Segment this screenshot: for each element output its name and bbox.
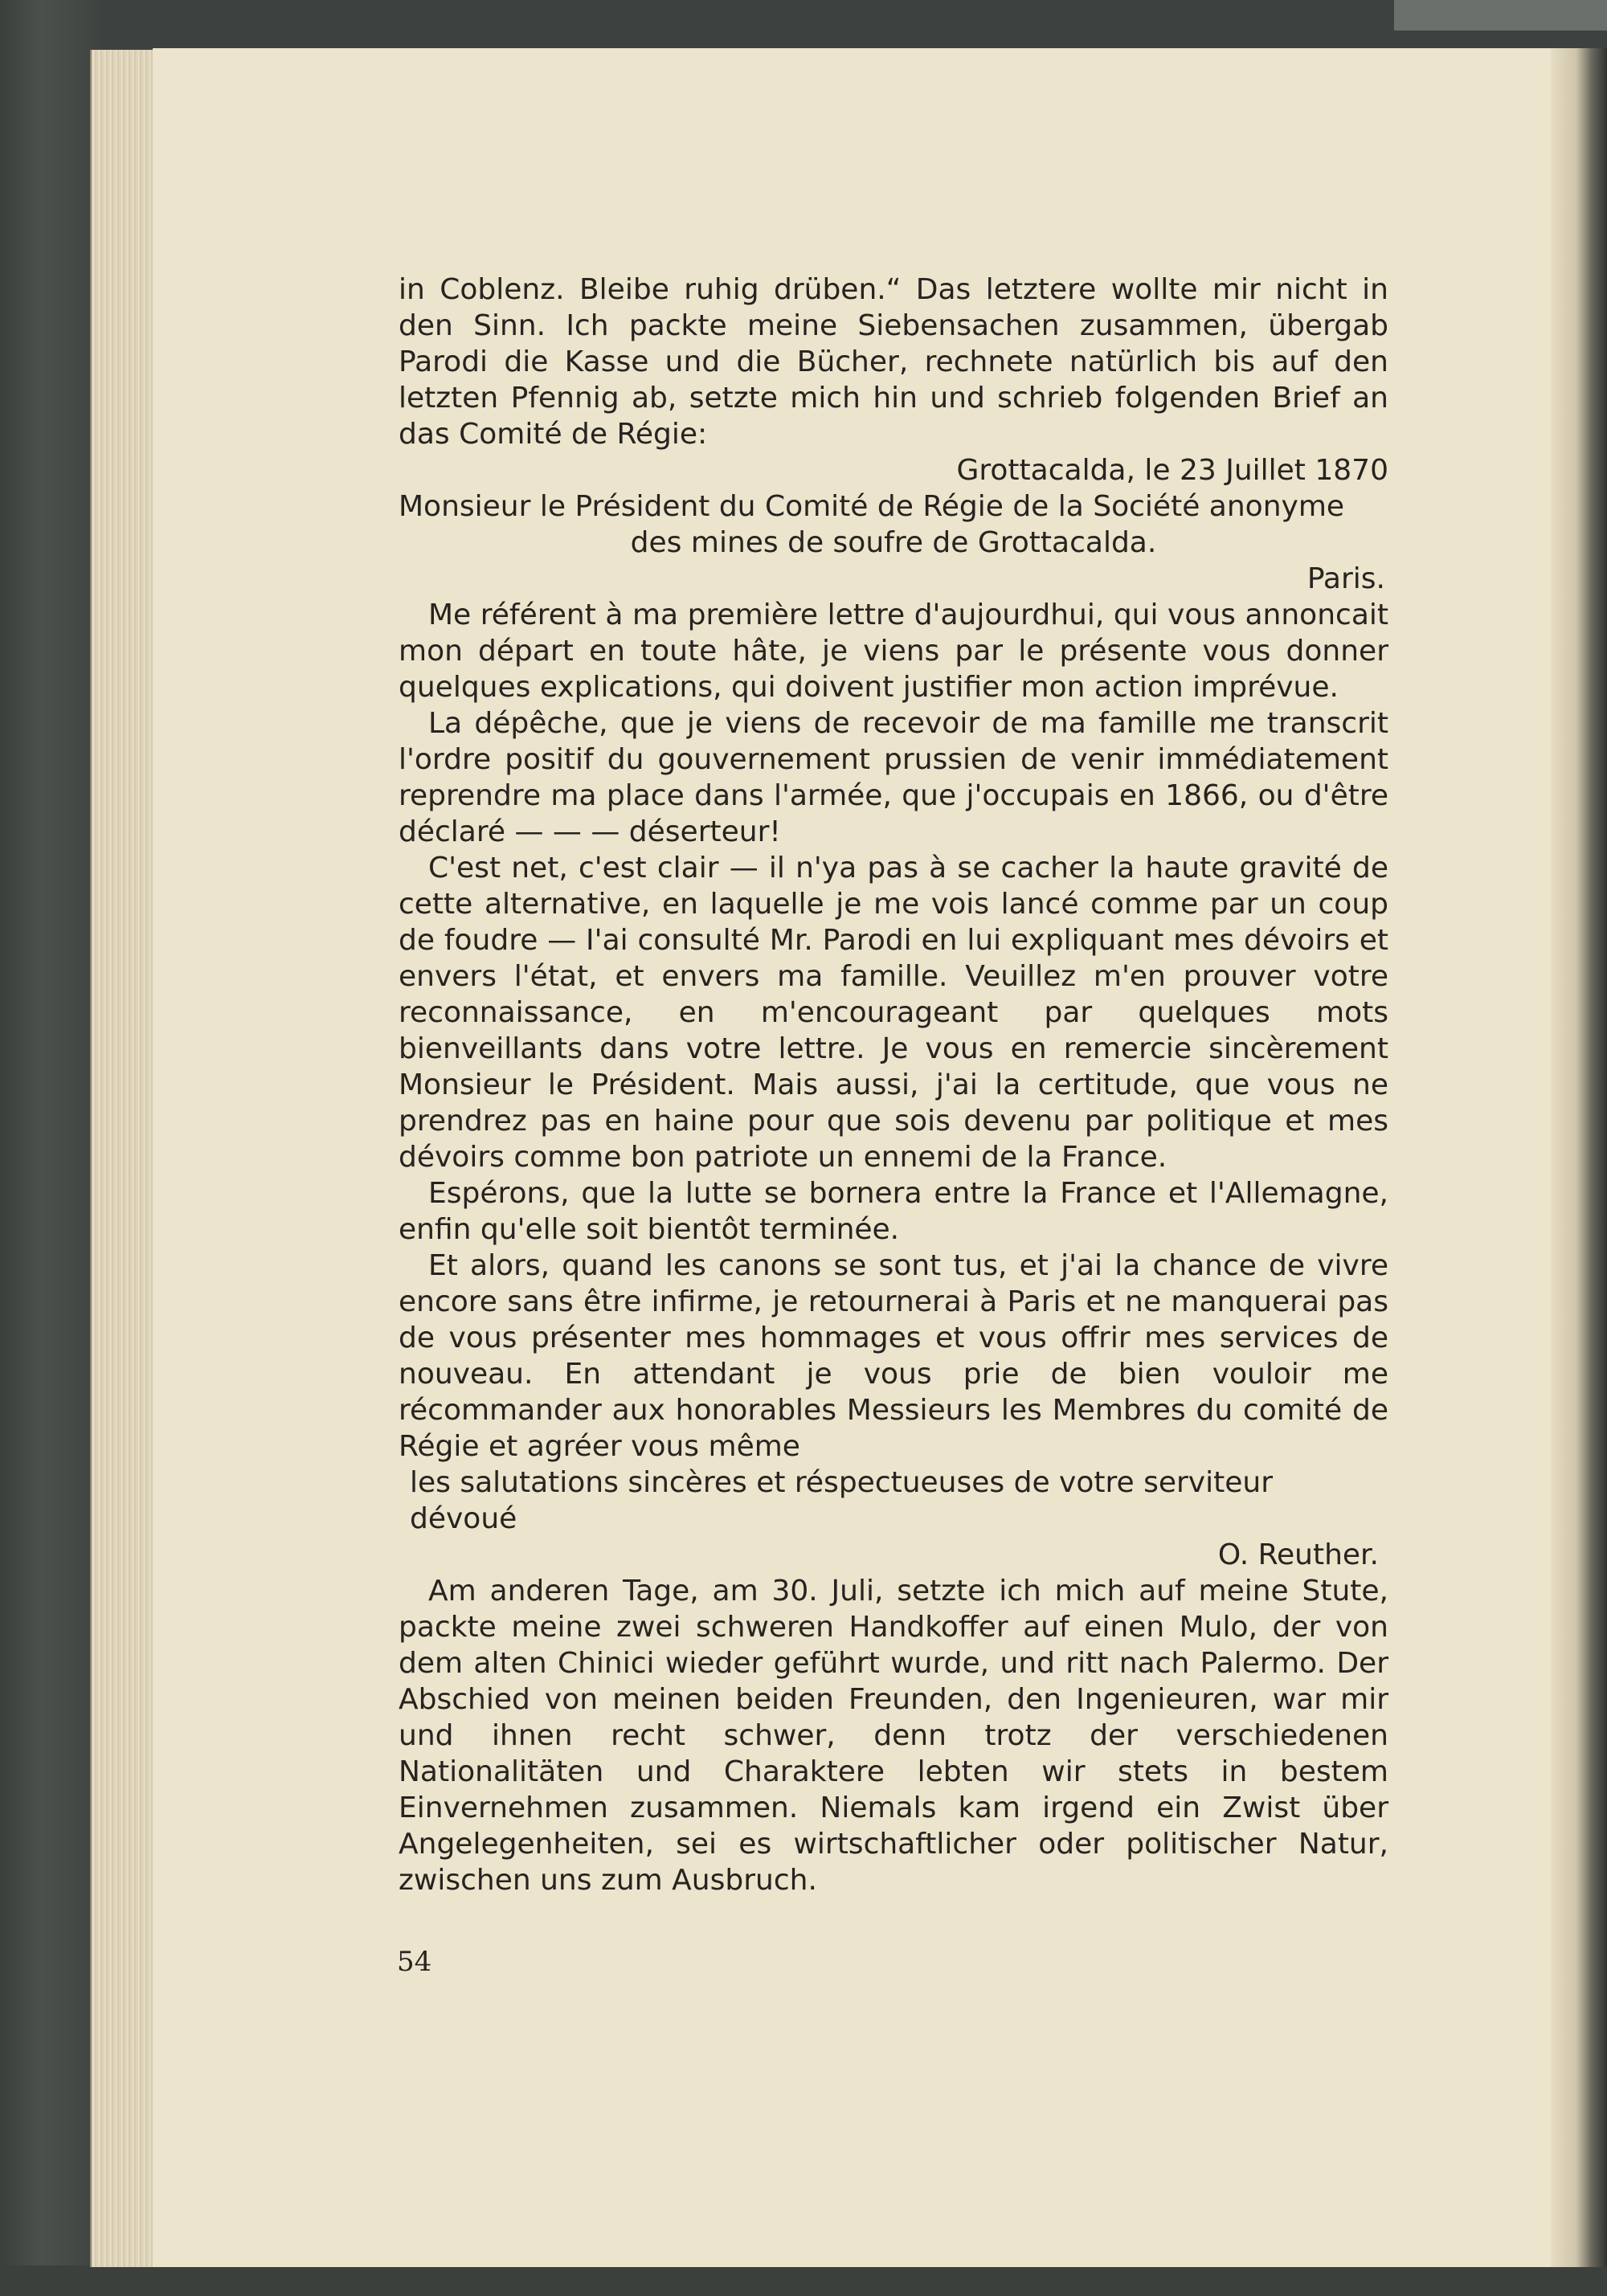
letter-address-line-2: des mines de soufre de Grottacalda. [630,526,1157,559]
letter-signature: O. Reuther. [1217,1538,1379,1571]
letter-paragraph-4: Espérons, que la lutte se bornera entre la France et l'Allemagne, enfin qu'elle soit bientôt terminée. [399,1177,1388,1246]
letter-address-place: Paris. [1306,562,1385,595]
book-cover-left [0,0,103,2296]
page-number: 54 [397,1946,432,1978]
letter-salutation: les salutations sincères et réspectueuses de votre serviteur dévoué [410,1466,1273,1535]
letter-paragraph-3: C'est net, c'est clair — il n'ya pas à se cacher la haute gravité de cette alternative, en laquelle je me vois lancé comme par un coup de foudre — I'ai consulté Mr. Parodi en lui expliquant mes dévoirs et envers l'état, et envers ma famille. Veuillez m'en prouver votre reconnaissance, en m'encourageant par quelques mots bienveillants dans votre lettre. Je vous en remercie sincèrement Monsieur le Président. Mais aussi, j'ai la certitude, que vous ne prendrez pas en haine pour que sois devenu par politique et mes dévoirs comme bon patriote un ennemi de la France. [399,852,1388,1174]
letter-paragraph-2: La dépêche, que je viens de recevoir de ma famille me transcrit l'ordre positif du gouvernement prussien de venir immédiatement reprendre ma place dans l'armée, que j'occupais en 1866, ou d'être déclaré — — — déserteur! [399,707,1388,848]
intro-paragraph: in Coblenz. Bleibe ruhig drüben.“ Das letztere wollte mir nicht in den Sinn. Ich packte meine Siebensachen zusammen, übergab Parodi die Kasse und die Bücher, rechnete natürlich bis auf den letzten Pfennig ab, setzte mich hin und schrieb folgenden Brief an das Comité de Régie: [399,273,1388,451]
cover-corner [1394,0,1607,31]
letter-paragraph-5: Et alors, quand les canons se sont tus, et j'ai la chance de vivre encore sans être infirme, je retournerai à Paris et ne manquerai pas de vous présenter mes hommages et vous offrir mes services de nouveau. En attendant je vous prie de bien vouloir me récommander aux honorables Messieurs les Membres du comité de Régie et agréer vous même [399,1249,1388,1463]
page-text [399,272,1388,1898]
german-paragraph: Am anderen Tage, am 30. Juli, setzte ich mich auf meine Stute, packte meine zwei schweren Handkoffer auf einen Mulo, der von dem alten Chinici wieder geführt wurde, und ritt nach Palermo. Der Abschied von meinen beiden Freunden, den Ingenieuren, war mir und ihnen recht schwer, denn trotz der verschiedenen Nationalitäten und Charaktere lebten wir stets in bestem Einvernehmen zusammen. Niemals kam irgend ein Zwist über Angelegenheiten, sei es wirtschaftlicher oder politischer Natur, zwischen uns zum Ausbruch. [399,1575,1388,1897]
book-gutter [1551,48,1607,2267]
book-cover-top [0,0,1607,53]
letter-paragraph-1: Me référent à ma première lettre d'aujourdhui, qui vous annoncait mon départ en toute hâte, je viens par le présente vous donner quelques explications, qui doivent justifier mon action imprévue. [399,599,1388,704]
letter-dateline: Grottacalda, le 23 Juillet 1870 [956,454,1388,487]
letter-address-line-1: Monsieur le Président du Comité de Régie de la Société anonyme [399,490,1345,523]
book-cover-bottom [0,2265,1607,2296]
